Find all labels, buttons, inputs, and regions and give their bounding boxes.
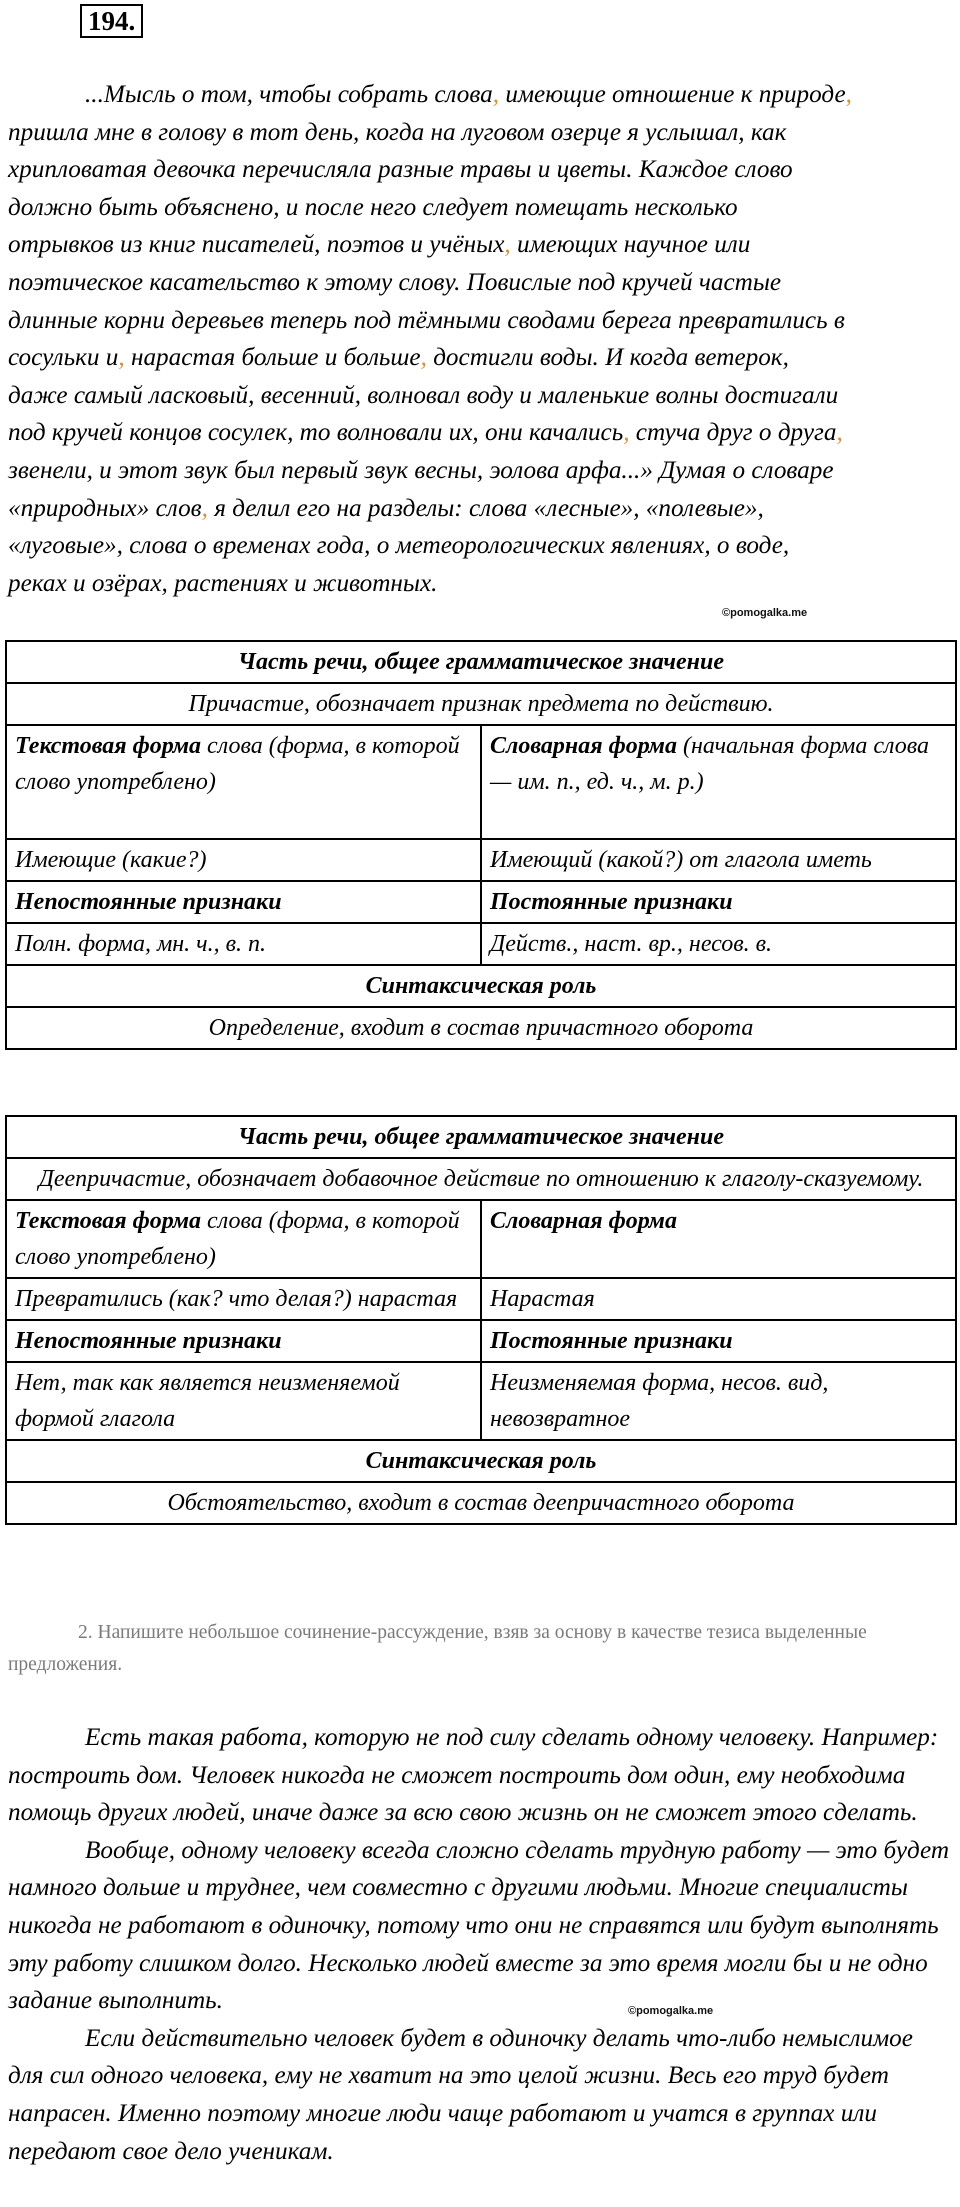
text-line: под кручей концов сосулек, то волновали их, они качались, стуча друг о друга,	[8, 419, 843, 447]
dict-form-header: Словарная форма (начальная форма слова — им. п., ед. ч., м. р.)	[481, 725, 956, 839]
text-line: отрывков из книг писателей, поэтов и учёных, имеющих научное или	[8, 231, 751, 259]
text-line: длинные корни деревьев теперь под тёмными сводами берега превратились в	[8, 306, 845, 334]
text-line: даже самый ласковый, весенний, волновал воду и маленькие волны достигали	[8, 381, 839, 409]
text-line: хрипловатая девочка перечисляла разные травы и цветы. Каждое слово	[8, 156, 793, 184]
highlighted-comma: ,	[504, 231, 511, 259]
text-form-header: Текстовая форма слова (форма, в которой слово употреблено)	[6, 1200, 481, 1278]
highlighted-comma: ,	[836, 419, 843, 447]
role-header: Синтаксическая роль	[365, 973, 597, 999]
essay-paragraph: Если действительно человек будет в одиночку делать что-либо немыслимое для сил одного человека, ему не хватит на это целой жизни. Весь его труд будет напрасен. Именно поэтому многие люди чаще работают и учатся в группах или передают свое дело ученикам.	[8, 2024, 913, 2165]
highlighted-comma: ,	[420, 344, 427, 372]
nonconst-features: Полн. форма, мн. ч., в. п.	[6, 923, 481, 965]
text-line: поэтическое касательство к этому слову. Повислые под кручей частые	[8, 268, 782, 296]
essay-paragraph: Вообще, одному человеку всегда сложно сделать трудную работу — это будет намного дольше и труднее, чем совместно с другими людьми. Многие специалисты никогда не работают в одиночку, потому что они не справятся или будут выполнять эту работу слишком долго. Несколько людей вместе за это время могли бы и не одно задание выполнить.	[8, 1836, 950, 2015]
word-dict-form: Нарастая	[481, 1278, 956, 1320]
text-line: сосульки и, нарастая больше и больше, достигли воды. И когда ветерок,	[8, 344, 789, 372]
const-header: Постоянные признаки	[490, 1328, 733, 1354]
highlighted-comma: ,	[623, 419, 630, 447]
table-header: Часть речи, общее грамматическое значение	[238, 1124, 724, 1150]
const-features: Действ., наст. вр., несов. в.	[481, 923, 956, 965]
nonconst-header: Непостоянные признаки	[15, 1328, 282, 1354]
text-line: звенели, и этот звук был первый звук весны, эолова арфа...» Думая о словаре	[8, 456, 834, 484]
const-features: Неизменяемая форма, несов. вид, невозвратное	[481, 1362, 956, 1440]
part-of-speech-meaning: Деепричастие, обозначает добавочное действие по отношению к глаголу-сказуемому.	[6, 1158, 956, 1200]
word-dict-form: Имеющий (какой?) от глагола иметь	[481, 839, 956, 881]
highlighted-comma: ,	[118, 344, 125, 372]
word-text-form: Превратились (как? что делая?) нарастая	[6, 1278, 481, 1320]
role-header: Синтаксическая роль	[365, 1448, 597, 1474]
text-form-header: Текстовая форма слова (форма, в которой слово употреблено)	[6, 725, 481, 839]
essay-paragraph: Есть такая работа, которую не под силу сделать одному человеку. Например: построить дом. Человек никогда не сможет построить дом один, ему необходима помощь других людей, иначе даже за всю свою жизнь он не сможет этого сделать.	[8, 1724, 939, 1827]
morph-table-gerund	[5, 1115, 957, 1525]
dict-form-header: Словарная форма	[490, 1208, 677, 1234]
nonconst-features: Нет, так как является неизменяемой формой глагола	[6, 1362, 481, 1440]
text-line: должно быть объяснено, и после него следует помещать несколько	[8, 193, 738, 221]
text-line: «луговые», слова о временах года, о метеорологических явлениях, о воде,	[8, 532, 790, 560]
highlighted-comma: ,	[845, 81, 852, 108]
nonconst-header: Непостоянные признаки	[15, 889, 282, 915]
essay	[8, 1719, 953, 2170]
syntactic-role: Обстоятельство, входит в состав деепричастного оборота	[6, 1482, 956, 1524]
text-line: «природных» слов, я делил его на разделы: слова «лесные», «полевые»,	[8, 494, 764, 522]
table-header: Часть речи, общее грамматическое значение	[238, 649, 724, 675]
const-header: Постоянные признаки	[490, 889, 733, 915]
task-2: 2. Напишите небольшое сочинение-рассуждение, взяв за основу в качестве тезиса выделенные предложения.	[8, 1622, 867, 1675]
text-line: ...Мысль о том, чтобы собрать слова, имеющие отношение к природе,	[85, 81, 852, 108]
exercise-text	[8, 76, 953, 602]
exercise-number: 194.	[80, 4, 143, 38]
word-text-form: Имеющие (какие?)	[6, 839, 481, 881]
highlighted-comma: ,	[201, 494, 208, 522]
watermark: ©pomogalka.me	[722, 607, 808, 619]
text-line: реках и озёрах, растениях и животных.	[8, 569, 438, 597]
syntactic-role: Определение, входит в состав причастного оборота	[6, 1007, 956, 1049]
part-of-speech-meaning: Причастие, обозначает признак предмета по действию.	[6, 683, 956, 725]
highlighted-comma: ,	[492, 81, 500, 108]
watermark: ©pomogalka.me	[628, 2005, 714, 2017]
text-line: пришла мне в голову в тот день, когда на луговом озерце я услышал, как	[8, 118, 787, 146]
morph-table-participle	[5, 640, 957, 1050]
